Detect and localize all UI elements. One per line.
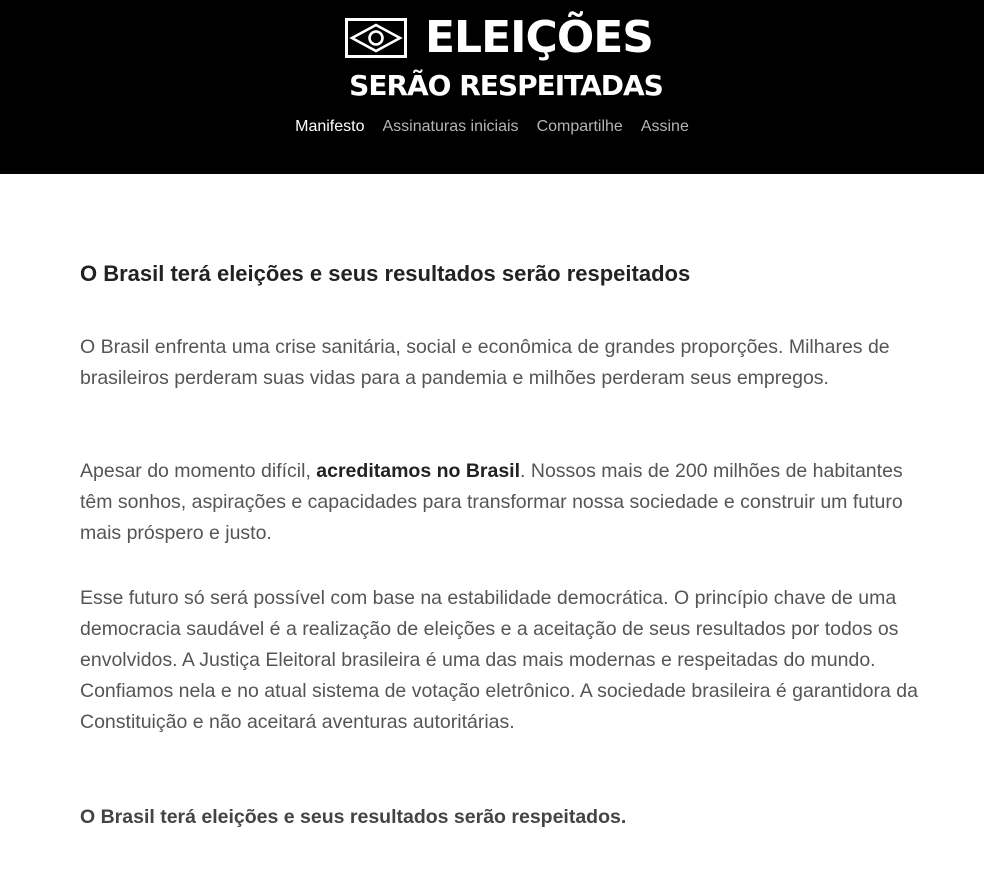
paragraph-belief-start: Apesar do momento difícil, xyxy=(80,460,317,482)
nav-item-assinaturas-iniciais[interactable]: Assinaturas iniciais xyxy=(382,118,519,135)
paragraph-democracy: Esse futuro só será possível com base na estabilidade democrática. O princípio chave de uma democracia saudável é a realização de eleições e a aceitação de seus resultados por todos os envolvidos. A Justiça Eleitoral brasileira é uma das mais modernas e respeitadas do mundo. Confiamos nela e no atual sistema de votação eletrônico. A sociedade brasileira é garantidora da Constituição e não aceitará aventuras autoritárias. xyxy=(80,587,918,733)
paragraph-belief-emphasis: acreditamos no Brasil xyxy=(316,460,521,482)
nav-item-assine[interactable]: Assine xyxy=(640,118,689,135)
site-logo[interactable] xyxy=(345,12,667,102)
logo-subtitle: SERÃO RESPEITADAS xyxy=(349,69,663,102)
site-header xyxy=(0,0,984,174)
article-title: O Brasil terá eleições e seus resultados serão respeitados xyxy=(80,261,691,286)
paragraph-belief-end: . Nossos mais de 200 milhões de habitantes têm sonhos, aspirações e capacidades para transformar nossa sociedade e construir um futuro mais próspero e justo. xyxy=(80,460,903,544)
paragraph-closing: O Brasil terá eleições e seus resultados serão respeitados. xyxy=(80,806,627,828)
flag-eye-icon xyxy=(345,18,407,58)
main-nav xyxy=(0,117,984,139)
nav-item-compartilhe[interactable]: Compartilhe xyxy=(536,118,623,135)
manifesto-article xyxy=(80,258,930,828)
nav-item-manifesto[interactable]: Manifesto xyxy=(295,118,365,135)
paragraph-crisis: O Brasil enfrenta uma crise sanitária, social e econômica de grandes proporções. Milhares de brasileiros perderam suas vidas para a pandemia e milhões perderam seus empregos. xyxy=(80,336,890,389)
logo-title: ELEIÇÕES xyxy=(425,12,653,63)
paragraph-belief xyxy=(80,456,930,549)
